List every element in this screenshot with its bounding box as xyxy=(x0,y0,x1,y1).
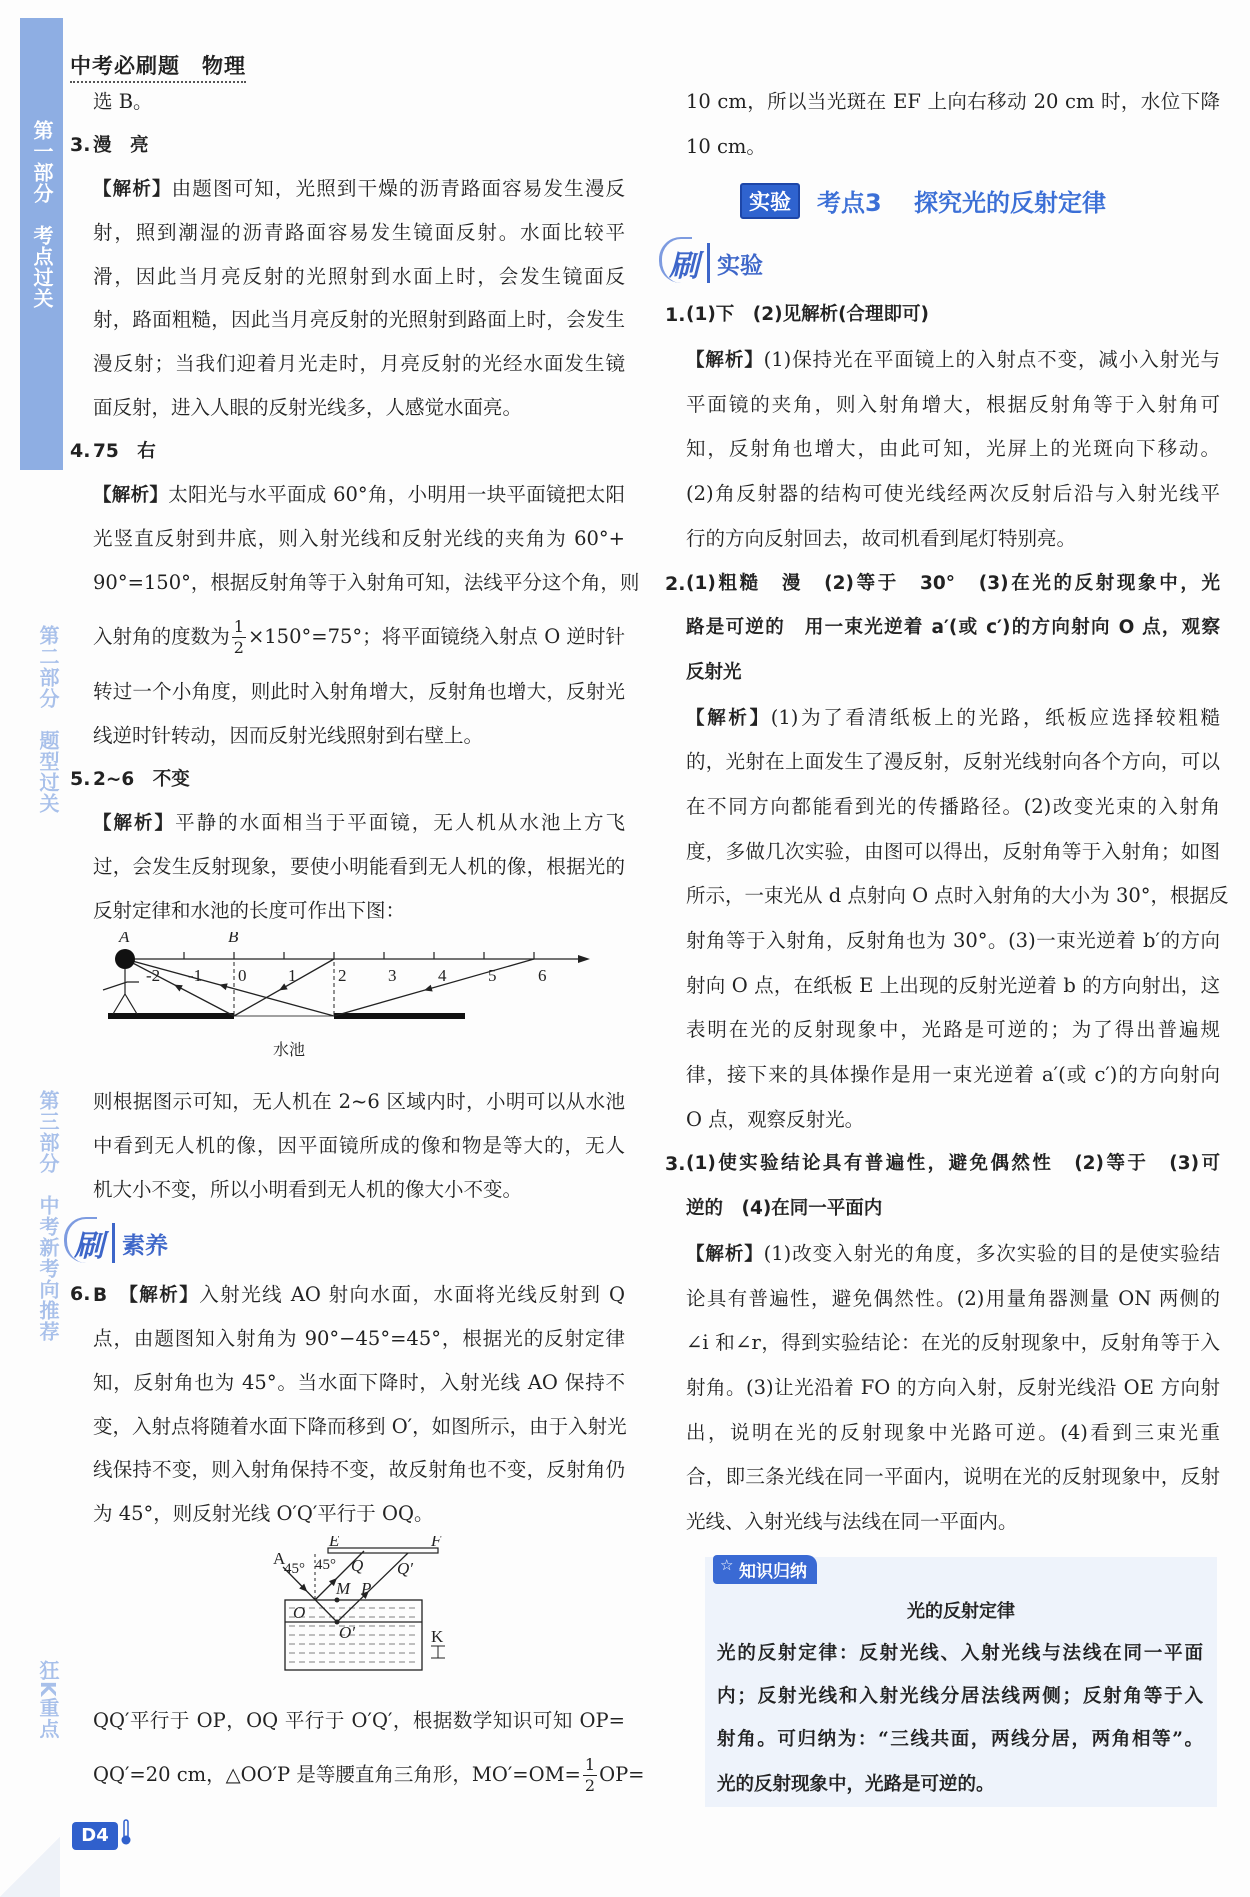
analysis-line xyxy=(70,845,625,889)
line-text: 中看到无人机的像，因平面镜所成的像和物是等大的，无人 xyxy=(93,1134,625,1158)
tick-label: -2 xyxy=(146,966,161,986)
text-line xyxy=(665,125,1220,170)
label-a: A xyxy=(273,1548,286,1568)
line-text: 90°=150°，根据反射角等于入射角可知，法线平分这个角，则 xyxy=(93,570,640,594)
analysis-line xyxy=(665,919,1220,964)
answer-line xyxy=(70,758,625,802)
brush-icon: 刷 xyxy=(74,1229,104,1265)
line-text: 太阳光与水平面成 60°角，小明用一块平面镜把太阳 xyxy=(168,483,625,507)
analysis-line xyxy=(665,1455,1220,1500)
sidebar-section-3: 第三部分 中考新考向推荐 xyxy=(36,1090,60,1342)
analysis-line xyxy=(665,1053,1220,1098)
section-heading-素养 xyxy=(70,1211,625,1273)
label-a: A xyxy=(119,932,130,947)
fraction xyxy=(232,617,246,658)
line-text: 射角。(3)让光沿着 FO 的方向入射，反射光线沿 OE 方向射 xyxy=(686,1375,1220,1399)
pool-reflection-diagram xyxy=(93,932,625,1080)
label-b: B xyxy=(228,932,239,947)
brush-icon: 刷 xyxy=(669,249,699,285)
analysis-line xyxy=(70,298,625,342)
text-line xyxy=(70,1699,625,1743)
text-line xyxy=(70,1080,625,1124)
line-text: 面反射，进入人眼的反射光线多，人感觉水面亮。 xyxy=(93,395,523,419)
line-text: 射，路面粗糙，因此当月亮反射的光照射到路面上时，会发生 xyxy=(93,308,625,332)
sidebar-section-2: 第二部分 题型过关 xyxy=(36,625,60,814)
analysis-line xyxy=(70,342,625,386)
analysis-line xyxy=(70,255,625,299)
answer-line xyxy=(665,606,1220,651)
line-text: ∠i 和∠r，得到实验结论：在光的反射现象中，反射角等于入 xyxy=(686,1331,1220,1355)
analysis-label: 【解析】 xyxy=(686,1243,764,1265)
line-text: 漫反射；当我们迎着月光走时，月亮反射的光经水面发生镜 xyxy=(93,352,625,376)
page-corner-shadow xyxy=(0,1837,60,1897)
line-text: 合，即三条光线在同一平面内，说明在光的反射现象中，反射 xyxy=(686,1465,1220,1489)
question-number: 1. xyxy=(665,304,686,327)
line-text: (1)为了看清纸板上的光路，纸板应选择较粗糙 xyxy=(770,705,1220,729)
label-q: Q xyxy=(351,1555,364,1575)
analysis-label: 【解析】 xyxy=(93,813,176,835)
line-text: 路是可逆的 用一束光逆着 a′(或 c′)的方向射向 O 点，观察 xyxy=(686,617,1220,639)
analysis-line xyxy=(665,338,1220,383)
knowledge-tag-label: 知识归纳 xyxy=(739,1562,807,1582)
line-text: 10 cm。 xyxy=(686,134,766,158)
sidebar-section-4: 狂K重点 xyxy=(36,1660,60,1740)
analysis-line xyxy=(70,670,625,714)
analysis-line xyxy=(70,517,625,561)
line-text: 入射角的度数为 xyxy=(93,625,230,649)
line-text: 入射光线 AO 射向水面，水面将光线反射到 Q xyxy=(199,1283,625,1307)
line-text: (1)保持光在平面镜上的入射点不变，减小入射光与 xyxy=(763,348,1220,372)
tick-label: 3 xyxy=(388,966,397,986)
book-title: 中考必刷题 物理 xyxy=(70,50,246,83)
answer-line xyxy=(70,1405,625,1449)
analysis-label: 【解析】 xyxy=(686,707,771,729)
question-number: 3. xyxy=(665,1153,686,1176)
thermometer-icon xyxy=(120,1818,132,1846)
right-column xyxy=(665,80,1229,1545)
line-text: 机大小不变，所以小明看到无人机的像大小不变。 xyxy=(93,1177,523,1201)
text-line xyxy=(70,80,625,124)
tick-label: 2 xyxy=(338,966,347,986)
analysis-line xyxy=(665,964,1220,1009)
fraction-denominator: 2 xyxy=(233,638,244,658)
line-text: 射，照到潮湿的沥青路面容易发生镜面反射。水面比较平 xyxy=(93,221,625,245)
tick-label: 0 xyxy=(238,966,247,986)
text-line xyxy=(665,80,1220,125)
analysis-line xyxy=(665,830,1220,875)
label-f: F xyxy=(431,1535,442,1550)
knowledge-line: 光的反射现象中，光路是可逆的。 xyxy=(717,1774,995,1795)
answer-line xyxy=(665,1142,1220,1187)
line-text: O 点，观察反射光。 xyxy=(686,1107,865,1131)
line-text: 反射定律和水池的长度可作出下图： xyxy=(93,898,406,922)
question-number: 2. xyxy=(665,572,686,595)
line-text: 过，会发生反射现象，要使小明能看到无人机的像，根据光的 xyxy=(93,855,625,878)
line-text: 漫 亮 xyxy=(93,134,149,156)
knowledge-tag xyxy=(713,1555,817,1584)
line-text: 选 B。 xyxy=(93,90,153,113)
line-text: 知，反射角也增大，由此可知，光屏上的光斑向下移动。 xyxy=(686,437,1220,461)
analysis-line xyxy=(665,1277,1220,1322)
question-number: 5. xyxy=(70,767,91,790)
line-text: (1)下 (2)见解析(合理即可) xyxy=(686,304,929,326)
knowledge-line: 内；反射光线和入射光线分居法线两侧；反射角等于入 xyxy=(717,1686,1203,1707)
tick-label: 6 xyxy=(538,966,547,986)
line-text: 所示，一束光从 d 点射向 O 点时入射角的大小为 30°，根据反 xyxy=(686,884,1229,908)
line-text: 为 45°，则反射光线 O′Q′平行于 OQ。 xyxy=(93,1501,434,1525)
point-m xyxy=(335,1597,340,1602)
fraction xyxy=(583,1755,597,1796)
person-stick-figure xyxy=(103,969,139,1014)
water-level-reflection-diagram xyxy=(93,1536,625,1699)
analysis-line xyxy=(665,1411,1220,1456)
line-text: 由题图可知，光照到干燥的沥青路面容易发生漫反 xyxy=(171,177,625,201)
analysis-line xyxy=(665,874,1229,919)
line-text: 线保持不变，则入射角保持不变，故反射角也不变，反射角仍 xyxy=(93,1458,625,1482)
analysis-line xyxy=(665,427,1220,472)
light-ray xyxy=(334,959,534,1016)
line-text: 表明在光的反射现象中，光路是可逆的；为了得出普遍规 xyxy=(686,1018,1220,1042)
knowledge-line: 光的反射定律：反射光线、入射光线与法线在同一平面 xyxy=(717,1643,1203,1664)
label-e: E xyxy=(329,1535,340,1550)
left-column xyxy=(70,80,645,1808)
fraction-denominator: 2 xyxy=(584,1776,596,1796)
light-ray xyxy=(125,959,334,1016)
answer-line xyxy=(70,1273,625,1317)
tick-label: -1 xyxy=(188,966,203,986)
tick-label: 5 xyxy=(488,966,497,986)
analysis-line xyxy=(665,1098,1220,1143)
line-text: QQ′=20 cm，△OO′P 是等腰直角三角形，MO′=OM= xyxy=(93,1763,581,1787)
line-text: 律，接下来的具体操作是用一束光逆着 a′(或 c′)的方向射向 xyxy=(686,1063,1220,1087)
line-text: (2)角反射器的结构可使光线经两次反射后沿与入射光线平 xyxy=(686,482,1220,506)
line-text: 平面镜的夹角，则入射角增大，根据反射角等于入射角可 xyxy=(686,392,1220,416)
line-text: 反射光 xyxy=(686,661,742,683)
line-text: 射角等于入射角，反射角也为 30°。(3)一束光逆着 b′的方向 xyxy=(686,929,1220,952)
line-text: 光竖直反射到井底，则入射光线和反射光线的夹角为 60°+ xyxy=(93,526,625,550)
drain-valve-k xyxy=(431,1646,445,1658)
analysis-line xyxy=(665,1321,1220,1366)
line-text: (1)使实验结论具有普遍性，避免偶然性 (2)等于 (3)可 xyxy=(686,1153,1220,1175)
analysis-line xyxy=(70,167,625,211)
answer-line xyxy=(70,124,625,168)
line-text: (1)粗糙 漫 (2)等于 30° (3)在光的反射现象中，光 xyxy=(686,572,1220,594)
line-text: 射向 O 点，在纸板 E 上出现的反射光逆着 b 的方向射出，这 xyxy=(686,973,1220,997)
label-k: K xyxy=(431,1626,444,1646)
analysis-line xyxy=(665,383,1220,428)
knowledge-title: 光的反射定律 xyxy=(907,1601,1015,1622)
analysis-label: 【解析】 xyxy=(93,485,169,507)
analysis-line xyxy=(70,386,625,430)
line-text: 出，说明在光的反射现象中光路可逆。(4)看到三束光重 xyxy=(686,1420,1220,1444)
analysis-line xyxy=(665,1232,1220,1277)
angle-label: 45° xyxy=(284,1560,305,1577)
analysis-line xyxy=(70,889,625,933)
answer-line xyxy=(665,1187,1220,1232)
analysis-line xyxy=(665,740,1220,785)
line-text: QQ′平行于 OP，OQ 平行于 O′Q′，根据数学知识可知 OP= xyxy=(93,1708,625,1732)
knowledge-line: 射角。可归纳为：“三线共面，两线分居，两角相等”。 xyxy=(717,1729,1203,1750)
analysis-line xyxy=(665,1366,1220,1411)
line-text: 75 右 xyxy=(93,440,156,462)
analysis-line xyxy=(665,472,1220,517)
topic-title xyxy=(665,169,1220,231)
line-text: 10 cm，所以当光斑在 EF 上向右移动 20 cm 时，水位下降 xyxy=(686,90,1220,113)
question-number: 4. xyxy=(70,439,91,462)
answer-line xyxy=(665,293,1220,338)
analysis-line xyxy=(70,473,625,517)
analysis-line xyxy=(665,696,1220,741)
analysis-line xyxy=(70,561,640,605)
line-text: 知，反射角也为 45°。当水面下降时，入射光线 AO 保持不 xyxy=(93,1370,625,1394)
analysis-line xyxy=(70,211,625,255)
section-heading-label: 实验 xyxy=(717,252,763,280)
analysis-line xyxy=(70,801,625,845)
text-line xyxy=(70,1168,625,1212)
fraction-numerator: 1 xyxy=(233,617,244,637)
fraction-numerator: 1 xyxy=(584,1755,596,1775)
pool-label: 水池 xyxy=(273,1040,306,1060)
tick-label: 4 xyxy=(438,966,447,986)
analysis-label: 【解析】 xyxy=(686,350,764,372)
line-text: ×150°=75°；将平面镜绕入射点 O 逆时针 xyxy=(247,625,625,649)
line-text: 平静的水面相当于平面镜，无人机从水池上方飞 xyxy=(175,811,625,835)
star-icon: ☆ xyxy=(720,1556,734,1574)
analysis-line xyxy=(665,1500,1220,1545)
knowledge-summary-box xyxy=(705,1557,1217,1807)
answer-choice: B xyxy=(93,1285,129,1307)
answer-line xyxy=(665,651,1220,696)
sidebar-section-1: 第一部分 考点过关 xyxy=(30,120,54,309)
line-text: 2~6 不变 xyxy=(93,768,190,790)
answer-line xyxy=(70,430,625,474)
answer-line xyxy=(70,1361,625,1405)
section-heading-label: 素养 xyxy=(122,1232,168,1260)
analysis-line xyxy=(665,1008,1220,1053)
heading-divider xyxy=(707,243,710,283)
line-text: 点，由题图知入射角为 90°−45°=45°，根据光的反射定律 xyxy=(93,1327,625,1351)
axis-arrow xyxy=(578,955,590,963)
arrowhead xyxy=(424,985,433,992)
text-line xyxy=(70,1124,625,1168)
line-text: 光线、入射光线与法线在同一平面内。 xyxy=(686,1509,1018,1533)
person-head xyxy=(115,949,135,969)
label-q-prime: Q′ xyxy=(397,1558,413,1578)
label-p: P xyxy=(361,1578,372,1598)
line-text: (1)改变入射光的角度，多次实验的目的是使实验结 xyxy=(763,1241,1220,1265)
line-text: 的，光射在上面发生了漫反射，反射光线射向各个方向，可以 xyxy=(686,750,1220,774)
label-o-prime: O′ xyxy=(339,1622,355,1642)
page-number: D4 xyxy=(72,1822,118,1850)
question-number: 3. xyxy=(70,133,91,156)
analysis-label: 【解析】 xyxy=(128,1285,200,1307)
line-text: 论具有普遍性，避免偶然性。(2)用量角器测量 ON 两侧的 xyxy=(686,1286,1220,1310)
topic-tag: 实验 xyxy=(740,183,800,219)
line-text: 转过一个小角度，则此时入射角增大，反射角也增大，反射光 xyxy=(93,680,625,704)
angle-label: 45° xyxy=(315,1556,336,1573)
question-number: 6. xyxy=(70,1283,91,1306)
line-text: 滑，因此当月亮反射的光照射到水面上时，会发生镜面反 xyxy=(93,264,625,288)
line-text: OP= xyxy=(599,1763,645,1787)
analysis-line xyxy=(665,785,1220,830)
answer-line xyxy=(70,1492,625,1536)
line-text: 则根据图示可知，无人机在 2~6 区域内时，小明可以从水池 xyxy=(93,1090,625,1114)
label-m: M xyxy=(336,1578,351,1598)
analysis-line xyxy=(70,604,625,670)
answer-line xyxy=(70,1448,625,1492)
line-text: 变，入射点将随着水面下降而移到 O′，如图所示，由于入射光 xyxy=(93,1414,627,1438)
line-text: 度，多做几次实验，由图可以得出，反射角等于入射角；如图 xyxy=(686,839,1220,863)
section-heading-实验 xyxy=(665,231,1220,293)
label-o: O xyxy=(293,1602,306,1622)
line-text: 行的方向反射回去，故司机看到尾灯特别亮。 xyxy=(686,526,1077,550)
topic-title-text: 考点3 探究光的反射定律 xyxy=(817,189,1107,218)
line-text: 线逆时针转动，因而反射光线照射到右壁上。 xyxy=(93,723,484,747)
analysis-label: 【解析】 xyxy=(93,179,172,201)
heading-divider xyxy=(112,1223,115,1263)
answer-line xyxy=(665,562,1220,607)
text-line xyxy=(70,1742,645,1808)
screen-ef xyxy=(328,1548,438,1553)
line-text: 在不同方向都能看到光的传播路径。(2)改变光束的入射角 xyxy=(686,794,1220,818)
answer-line xyxy=(70,1317,625,1361)
analysis-line xyxy=(70,714,625,758)
tick-label: 1 xyxy=(288,966,297,986)
line-text: 逆的 (4)在同一平面内 xyxy=(686,1198,883,1220)
analysis-line xyxy=(665,517,1220,562)
